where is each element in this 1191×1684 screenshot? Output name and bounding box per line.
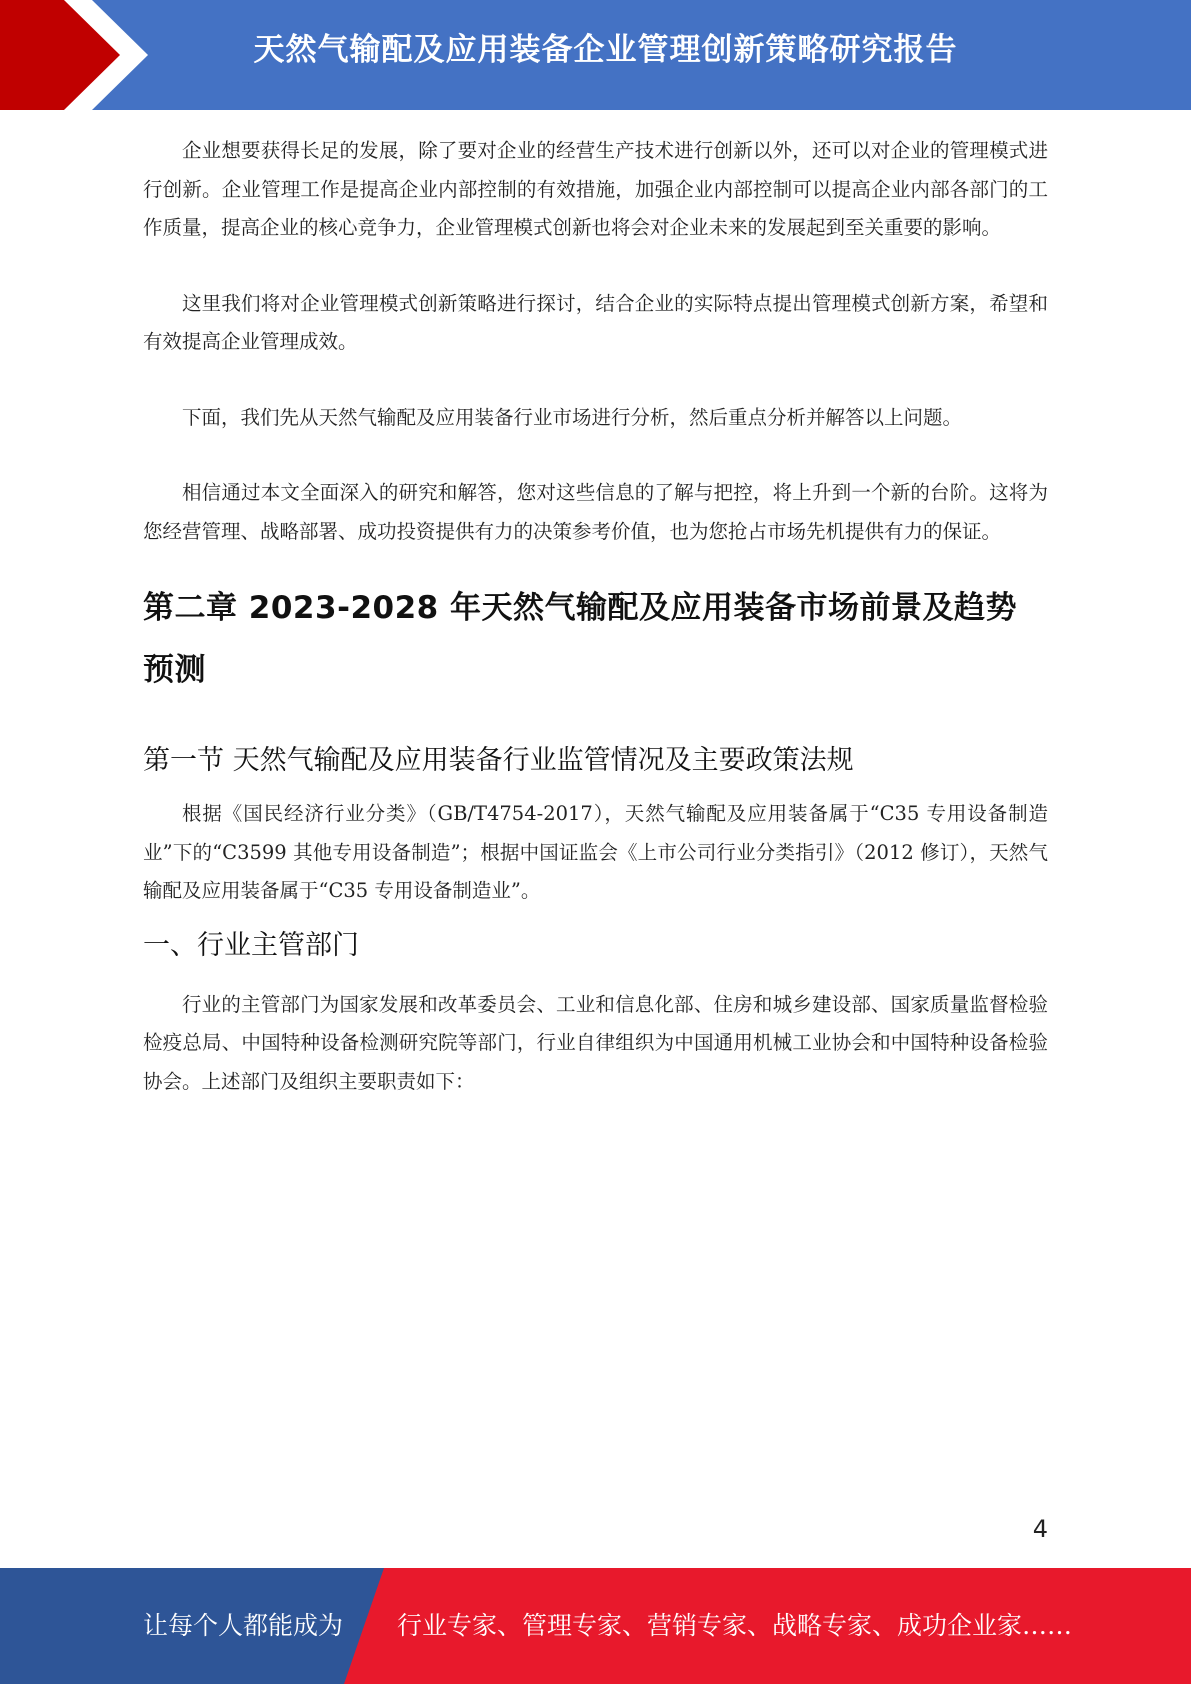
header-red-arrow <box>0 0 160 110</box>
subsection-paragraph: 行业的主管部门为国家发展和改革委员会、工业和信息化部、住房和城乡建设部、国家质量监督检验检疫总局、中国特种设备检测研究院等部门，行业自律组织为中国通用机械工业协会和中国特种设备检验协会。上述部门及组织主要职责如下： <box>143 992 1048 1093</box>
footer-roles: 行业专家、管理专家、营销专家、战略专家、成功企业家…… <box>397 1611 1073 1640</box>
intro-paragraph-1: 企业想要获得长足的发展，除了要对企业的经营生产技术进行创新以外，还可以对企业的管理模式进行创新。企业管理工作是提高企业内部控制的有效措施，加强企业内部控制可以提高企业内部各部门的工作质量，提高企业的核心竞争力，企业管理模式创新也将会对企业未来的发展起到至关重要的影响。 <box>143 139 1048 239</box>
section-paragraph: 根据《国民经济行业分类》（GB/T4754-2017），天然气输配及应用装备属于“C35 专用设备制造业”下的“C3599 其他专用设备制造”；根据中国证监会《上市公司行业分类指引》（2012 修订），天然气输配及应用装备属于“C35 专用设备制造业”。 <box>143 802 1048 902</box>
report-footer <box>0 1568 1191 1684</box>
intro-paragraph-4: 相信通过本文全面深入的研究和解答，您对这些信息的了解与把控，将上升到一个新的台阶。这将为您经营管理、战略部署、成功投资提供有力的决策参考价值，也为您抢占市场先机提供有力的保证。 <box>143 481 1048 543</box>
page-content <box>143 132 1048 1101</box>
section-title: 第一节 天然气输配及应用装备行业监管情况及主要政策法规 <box>143 745 854 776</box>
chapter-title: 第二章 2023-2028 年天然气输配及应用装备市场前景及趋势预测 <box>143 590 1018 688</box>
footer-slogan: 让每个人都能成为 <box>143 1611 344 1640</box>
intro-paragraph-3: 下面，我们先从天然气输配及应用装备行业市场进行分析，然后重点分析并解答以上问题。 <box>182 405 963 429</box>
subsection-title: 一、行业主管部门 <box>143 929 359 961</box>
page-number: 4 <box>1032 1515 1048 1543</box>
report-title: 天然气输配及应用装备企业管理创新策略研究报告 <box>253 32 958 68</box>
report-header <box>0 0 1191 110</box>
intro-paragraph-2: 这里我们将对企业管理模式创新策略进行探讨，结合企业的实际特点提出管理模式创新方案，希望和有效提高企业管理成效。 <box>143 291 1048 353</box>
